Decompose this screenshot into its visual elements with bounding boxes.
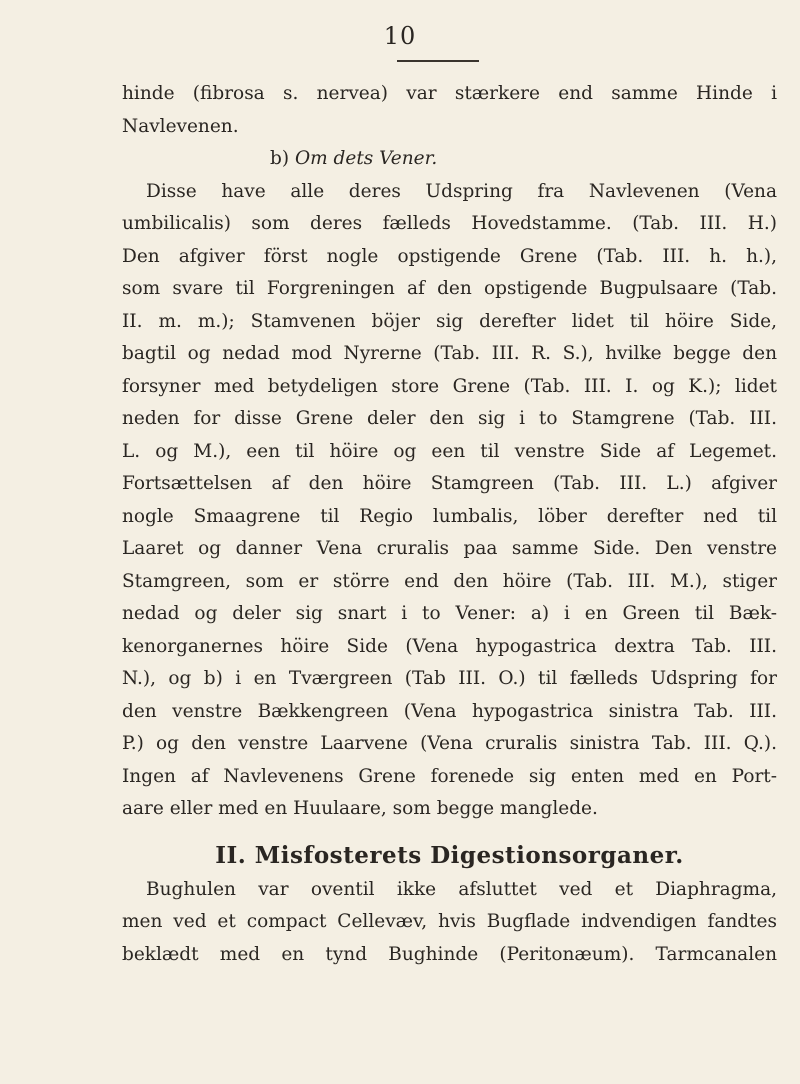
text-line: bagtil og nedad mod Nyrerne (Tab. III. R. S.), hvilke begge den [122,343,777,364]
text-line: Disse have alle deres Udspring fra Navlevenen (Vena [146,180,777,202]
body-text [122,78,777,971]
text-line: P.) og den venstre Laarvene (Vena cruralis sinistra Tab. III. Q.). [122,733,777,754]
text-line: hinde (fibrosa s. nervea) var stærkere end samme Hinde i [122,83,777,104]
text-line: Laaret og danner Vena cruralis paa samme Side. Den venstre [122,538,777,559]
subheading [122,143,777,176]
text-line: nedad og deler sig snart i to Vener: a) i en Green til Bæk- [122,603,777,624]
text-line: Ingen af Navlevenens Grene forenede sig enten med en Port- [122,765,777,787]
subheading-prefix: b) [270,148,290,169]
text-line: Fortsættelsen af den höire Stamgreen (Tab. III. L.) afgiver [122,473,777,494]
header-rule [397,60,479,62]
text-line: forsyner med betydeligen store Grene (Tab. III. I. og K.); lidet [122,375,777,397]
section-heading: II. Misfosterets Digestionsorganer. [215,841,684,869]
text-line: umbilicalis) som deres fælleds Hovedstamme. (Tab. III. H.) [122,213,777,234]
text-line: beklædt med en tynd Bughinde (Peritonæum). Tarmcanalen [122,943,777,965]
subheading-title: Om dets Vener. [294,148,438,169]
text-line: kenorganernes höire Side (Vena hypogastrica dextra Tab. III. [122,635,777,657]
text-line: II. m. m.); Stamvenen böjer sig derefter lidet til höire Side, [122,310,777,332]
text-line: nogle Smaagrene til Regio lumbalis, löber derefter ned til [122,505,777,527]
text-line: men ved et compact Cellevæv, hvis Bugflade indvendigen fandtes [122,911,777,932]
text-line: Den afgiver först nogle opstigende Grene (Tab. III. h. h.), [122,245,777,267]
text-line: som svare til Forgreningen af den opstigende Bugpulsaare (Tab. [122,278,777,299]
text-line: L. og M.), een til höire og een til venstre Side af Legemet. [122,440,777,462]
page-number: 10 [383,22,417,50]
text-line: Stamgreen, som er större end den höire (Tab. III. M.), stiger [122,570,777,592]
text-line: N.), og b) i en Tværgreen (Tab III. O.) til fælleds Udspring for [122,668,777,689]
text-line: aare eller med en Huulaare, som begge manglede. [122,798,598,819]
text-line: Bughulen var oventil ikke afsluttet ved et Diaphragma, [146,878,777,900]
text-line: neden for disse Grene deler den sig i to Stamgrene (Tab. III. [122,408,777,429]
text-line: Navlevenen. [122,115,239,137]
text-line: den venstre Bækkengreen (Vena hypogastrica sinistra Tab. III. [122,700,777,722]
